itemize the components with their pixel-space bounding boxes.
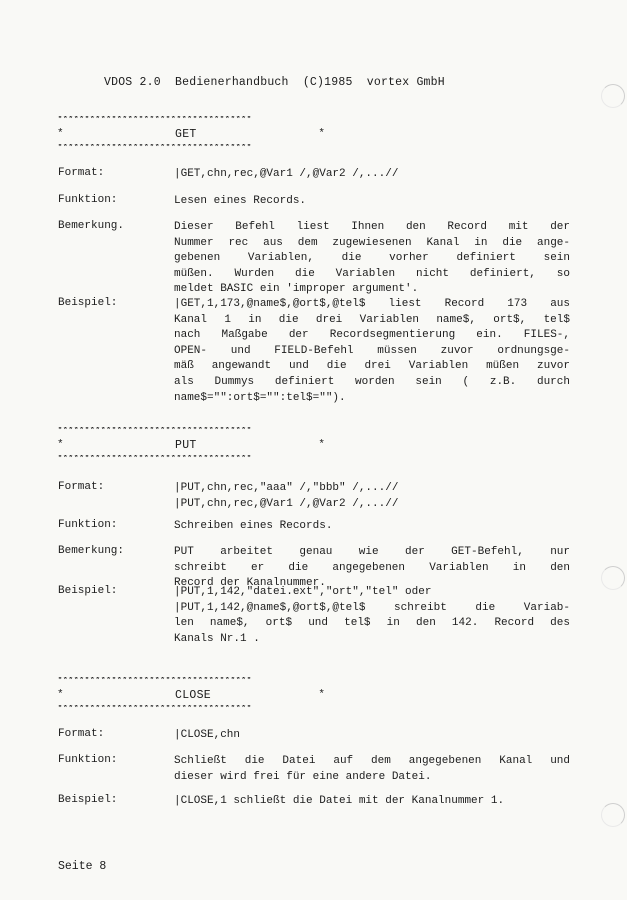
section-box-get xyxy=(57,116,325,154)
content-line: mäß angewandt und die drei Variablen müßen zuvor xyxy=(174,360,570,373)
content-line: gebenen Variablen, die vorher definiert sein xyxy=(174,252,570,265)
row-label: Bemerkung: xyxy=(58,545,125,557)
row-content xyxy=(174,794,570,810)
content-line: schreibt er die angegebenen Variablen in den xyxy=(174,561,570,574)
content-line: Nummer rec aus dem zugewiesenen Kanal in die ange- xyxy=(174,236,570,249)
content-line: müßen. Wurden die Variablen nicht definiert, so xyxy=(174,267,570,280)
content-line: als Dummys definiert worden sein ( z.B. durch xyxy=(174,375,570,388)
content-line: |GET,chn,rec,@Var1 /,@Var2 /,...// xyxy=(174,168,399,180)
content-line: OPEN- und FIELD-Befehl müssen zuvor ordnungsge- xyxy=(174,344,570,357)
box-bullet-left: * xyxy=(57,128,64,140)
binder-hole xyxy=(601,803,625,827)
page-number: Seite 8 xyxy=(58,860,107,873)
star-border-bottom: ************************************ xyxy=(57,144,252,154)
content-line: name$="":ort$="":tel$=""). xyxy=(174,391,346,404)
row-content xyxy=(174,167,570,183)
page-header: VDOS 2.0 Bedienerhandbuch (C)1985 vortex GmbH xyxy=(104,76,445,89)
content-line: Schließt die Datei auf dem angegebenen Kanal und xyxy=(174,755,570,767)
section-title-get: GET xyxy=(175,128,197,141)
row-label: Format: xyxy=(58,481,105,493)
content-line: |PUT,1,142,@name$,@ort$,@tel$ schreibt die Variab- xyxy=(174,601,570,614)
box-bullet-right: * xyxy=(318,439,325,451)
row-label: Bemerkung. xyxy=(58,220,125,232)
row-label: Funktion: xyxy=(58,194,118,206)
row-content xyxy=(174,297,570,406)
row-content xyxy=(174,194,570,210)
content-line: |PUT,1,142,"datei.ext","ort","tel" oder xyxy=(174,586,432,598)
content-line: len name$, ort$ und tel$ in den 142. Record des xyxy=(174,617,570,630)
content-line: Kanals Nr.1 . xyxy=(174,632,260,645)
star-border-bottom: ************************************ xyxy=(57,705,252,715)
row-content xyxy=(174,220,570,298)
row-label: Format: xyxy=(58,728,105,740)
content-line: |PUT,chn,rec,@Var1 /,@Var2 /,...// xyxy=(174,497,399,510)
content-line: Schreiben eines Records. xyxy=(174,520,333,532)
section-title-put: PUT xyxy=(175,439,197,452)
binder-hole xyxy=(601,566,625,590)
section-box-close xyxy=(57,677,325,715)
row-label: Funktion: xyxy=(58,519,118,531)
section-title-close: CLOSE xyxy=(175,689,212,702)
box-bullet-left: * xyxy=(57,439,64,451)
row-content xyxy=(174,728,570,744)
content-line: Record der Kanalnummer. xyxy=(174,577,326,590)
star-border-bottom: ************************************ xyxy=(57,455,252,465)
content-line: Lesen eines Records. xyxy=(174,195,307,207)
row-label: Beispiel: xyxy=(58,794,118,806)
box-bullet-left: * xyxy=(57,689,64,701)
row-label: Format: xyxy=(58,167,105,179)
row-content xyxy=(174,481,570,512)
section-box-put xyxy=(57,427,325,465)
content-line: PUT arbeitet genau wie der GET-Befehl, nur xyxy=(174,546,570,558)
row-label: Beispiel: xyxy=(58,585,118,597)
content-line: |PUT,chn,rec,"aaa" /,"bbb" /,...// xyxy=(174,482,399,494)
row-content xyxy=(174,585,570,647)
row-label: Funktion: xyxy=(58,754,118,766)
row-label: Beispiel: xyxy=(58,297,118,309)
content-line: dieser wird frei für eine andere Datei. xyxy=(174,770,432,783)
row-content xyxy=(174,754,570,785)
content-line: Kanal 1 in die drei Variablen name$, ort$, tel$ xyxy=(174,313,570,326)
content-line: |CLOSE,chn xyxy=(174,729,241,741)
box-bullet-right: * xyxy=(318,128,325,140)
content-line: |GET,1,173,@name$,@ort$,@tel$ liest Record 173 aus xyxy=(174,298,570,310)
content-line: nach Maßgabe der Recordsegmentierung ein. FILES-, xyxy=(174,329,570,342)
star-border-top: ************************************ xyxy=(57,116,252,126)
content-line: |CLOSE,1 schließt die Datei mit der Kanalnummer 1. xyxy=(174,795,505,807)
content-line: Dieser Befehl liest Ihnen den Record mit der xyxy=(174,221,570,233)
star-border-top: ************************************ xyxy=(57,427,252,437)
box-bullet-right: * xyxy=(318,689,325,701)
row-content xyxy=(174,519,570,535)
binder-hole xyxy=(601,84,625,108)
content-line: meldet BASIC ein 'improper argument'. xyxy=(174,283,419,296)
star-border-top: ************************************ xyxy=(57,677,252,687)
